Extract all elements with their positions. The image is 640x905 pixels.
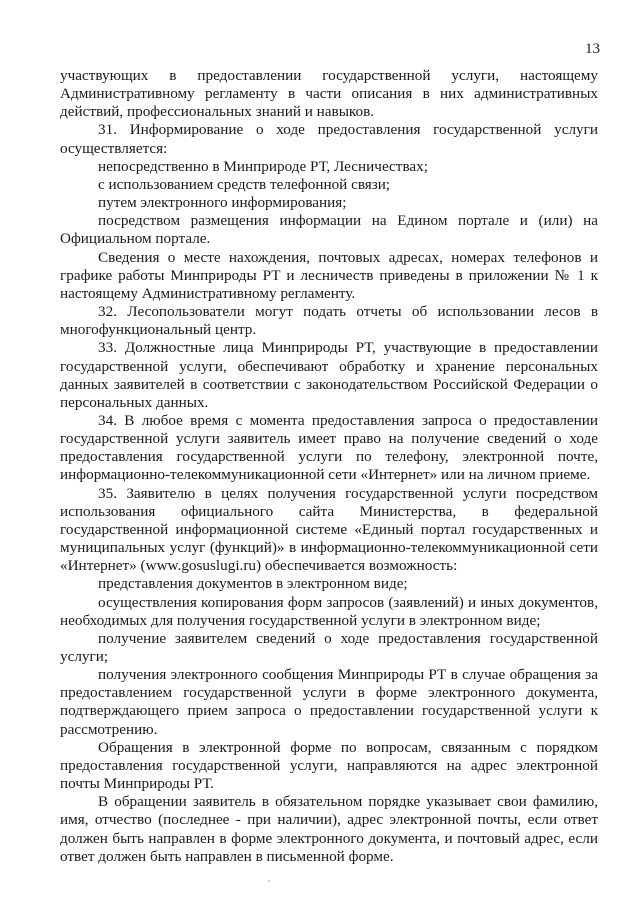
paragraph-33: 33. Должностные лица Минприроды РТ, участвующие в предоставлении государственной услуги, обеспечивают обработку и хранение персональных данных заявителей в соответствии с законодательством Российской Федерации о персональных данных. xyxy=(60,339,598,411)
page-number: 13 xyxy=(585,41,600,57)
list-item-ministry: непосредственно в Минприроде РТ, Лесничествах; xyxy=(98,157,428,175)
paragraph-appeal-requirements: В обращении заявитель в обязательном порядке указывает свои фамилию, имя, отчество (последнее - при наличии), адрес электронной почты, если ответ должен быть направлен в форме электронного документа, и почтовый адрес, если ответ должен быть направлен в письменной форме. xyxy=(60,793,598,865)
paragraph-35: 35. Заявителю в целях получения государственной услуги посредством использования официального сайта Министерства, в федеральной государственной информационной системе «Единый портал государственных и муниципальных услуг (функций)» в информационно-телекоммуникационной сети «Интернет» (www.gosuslugi.ru) обеспечивается возможность: xyxy=(60,484,598,575)
paragraph-continuation: участвующих в предоставлении государственной услуги, настоящему Административному регламенту в части описания в них административных действий, профессиональных знаний и навыков. xyxy=(60,67,598,121)
list-item-electronic-message: получения электронного сообщения Минприроды РТ в случае обращения за предоставлением государственной услуги в форме электронного документа, подтверждающего прием запроса о предоставлении государственной услуги к рассмотрению. xyxy=(60,666,598,738)
paragraph-34: 34. В любое время с момента предоставления запроса о предоставлении государственной услуги заявитель имеет право на получение сведений о ходе предоставления государственной услуги по телефону, электронной почте, информационно-телекоммуникационной сети «Интернет» или на личном приеме. xyxy=(60,411,598,484)
paragraph-32: 32. Лесопользователи могут подать отчеты об использовании лесов в многофункциональный центр. xyxy=(60,303,598,339)
list-item-portal: посредством размещения информации на Едином портале и (или) на Официальном портале. xyxy=(60,212,598,248)
paragraph-31: 31. Информирование о ходе предоставления государственной услуги осуществляется: xyxy=(60,121,598,157)
document-body xyxy=(60,67,598,866)
list-item-copy-forms: осуществления копирования форм запросов (заявлений) и иных документов, необходимых для получения государственной услуги в электронном виде; xyxy=(60,593,598,629)
list-item-electronic: путем электронного информирования; xyxy=(98,194,347,212)
list-item-documents: представления документов в электронном виде; xyxy=(98,575,408,593)
paragraph-electronic-appeals: Обращения в электронной форме по вопросам, связанным с порядком предоставления государственной услуги, направляются на адрес электронной почты Минприроды РТ. xyxy=(60,738,598,793)
list-item-status-info: получение заявителем сведений о ходе предоставления государственной услуги; xyxy=(60,629,598,665)
list-item-phone: с использованием средств телефонной связи; xyxy=(98,175,391,193)
scan-artifact xyxy=(268,880,270,882)
paragraph-addresses: Сведения о месте нахождения, почтовых адресах, номерах телефонов и графике работы Минприроды РТ и лесничеств приведены в приложении № 1 к настоящему Административному регламенту. xyxy=(60,248,598,302)
